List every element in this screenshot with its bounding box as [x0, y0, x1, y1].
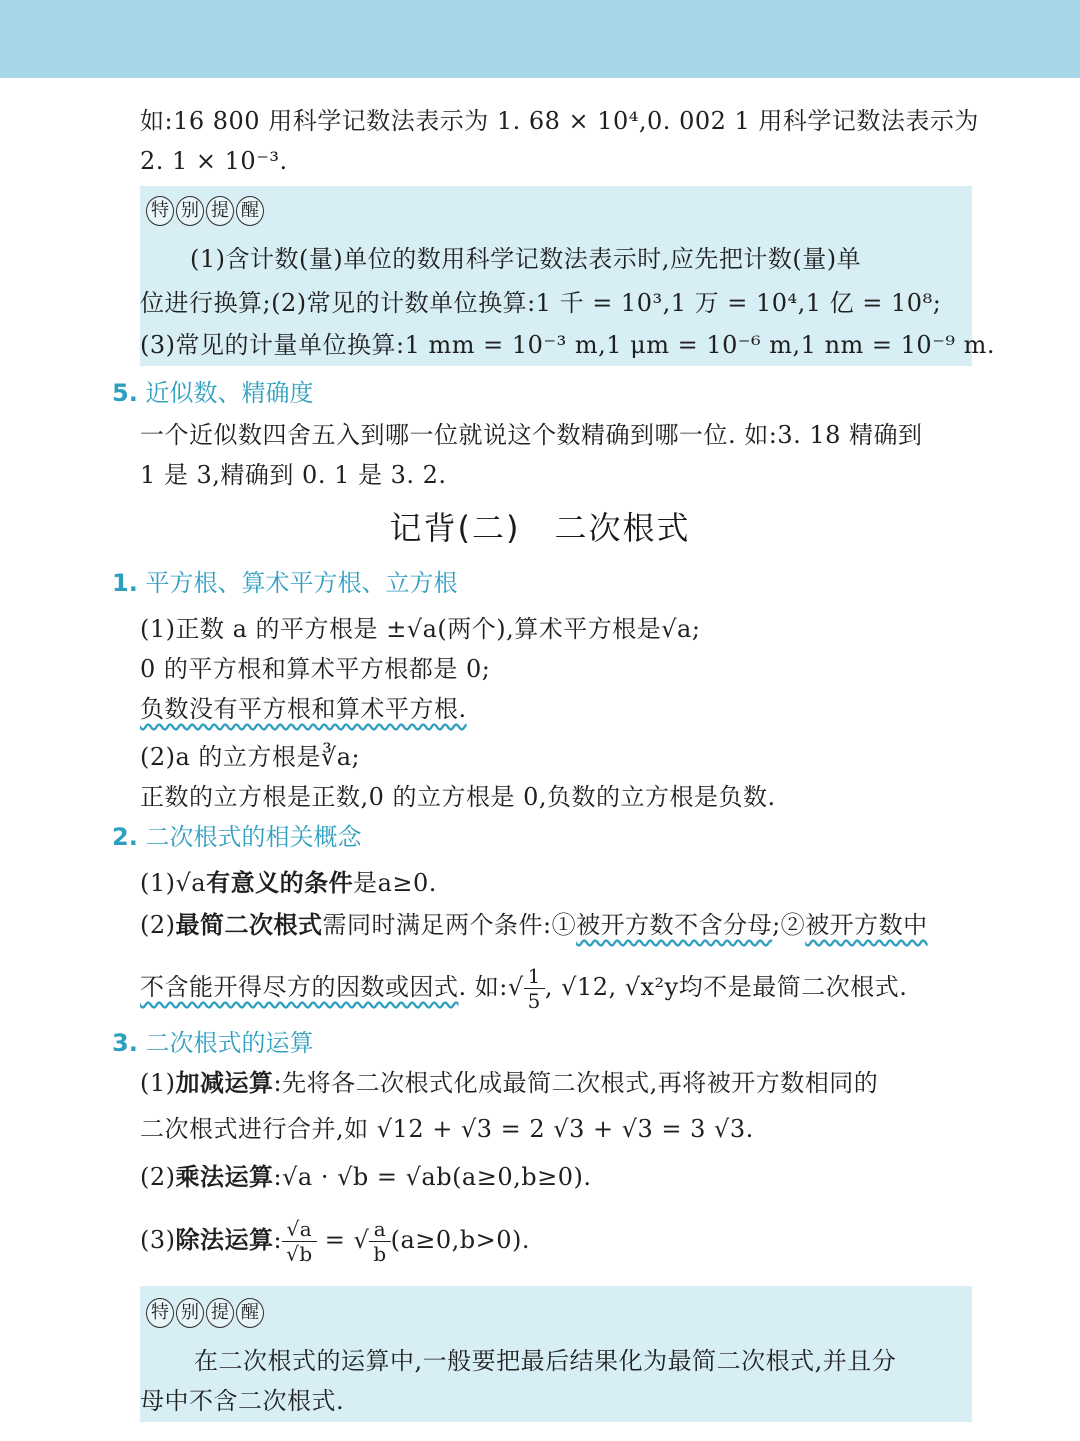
tip-badge-char: 特: [146, 1298, 174, 1328]
section-heading: [112, 566, 457, 600]
wavy-underlined-text: 被开方数中: [805, 911, 928, 939]
bold-term: 加减运算: [175, 1069, 274, 1097]
paragraph-line: [140, 1212, 530, 1268]
tip-line: 在二次根式的运算中,一般要把最后结果化为最简二次根式,并且分: [194, 1347, 897, 1375]
paragraph-line: 2. 1 × 10⁻³.: [140, 147, 288, 175]
wavy-underlined-text: 负数没有平方根和算术平方根.: [140, 695, 467, 723]
fraction-denominator: 5: [527, 989, 541, 1013]
paragraph-line: 如:16 800 用科学记数法表示为 1. 68 × 10⁴,0. 002 1 用科学记数法表示为: [140, 107, 979, 135]
text-span: = √: [316, 1226, 370, 1254]
fraction: [369, 1217, 390, 1266]
fraction: [524, 964, 545, 1013]
text-span: :√a · √b = √ab(a≥0,b≥0).: [273, 1163, 592, 1191]
fraction-numerator: 1: [524, 964, 545, 989]
paragraph-line: 一个近似数四舍五入到哪一位就说这个数精确到哪一位. 如:3. 18 精确到: [140, 421, 923, 449]
heading-number: 2.: [112, 823, 138, 851]
paragraph-line: [140, 866, 437, 900]
tip-line: 母中不含二次根式.: [140, 1387, 345, 1415]
text-span: (1)√a: [140, 869, 207, 897]
bold-term: 有意义的条件: [206, 869, 354, 897]
heading-number: 1.: [112, 569, 138, 597]
text-span: :先将各二次根式化成最简二次根式,再将被开方数相同的: [273, 1069, 879, 1097]
paragraph-line: [140, 908, 928, 942]
tip-line: (3)常见的计量单位换算:1 mm = 10⁻³ m,1 μm = 10⁻⁶ m,1 nm = 10⁻⁹ m.: [140, 331, 995, 359]
tip-badge: [146, 1298, 264, 1328]
paragraph-line: (2)a 的立方根是∛a;: [140, 743, 361, 771]
section-heading: [112, 376, 313, 410]
paragraph-line: 0 的平方根和算术平方根都是 0;: [140, 655, 491, 683]
tip-badge-char: 醒: [236, 1298, 264, 1328]
bold-term: 最简二次根式: [175, 911, 323, 939]
tip-badge-char: 特: [146, 196, 174, 226]
paragraph-line: [140, 1066, 878, 1100]
heading-title: 平方根、算术平方根、立方根: [145, 569, 458, 597]
fraction: [282, 1217, 317, 1266]
wavy-underlined-text: 不含能开得尽方的因数或因式: [140, 973, 459, 1001]
text-span: (3): [140, 1226, 176, 1254]
tip-line: (1)含计数(量)单位的数用科学记数法表示时,应先把计数(量)单: [190, 245, 862, 273]
heading-title: 二次根式的相关概念: [145, 823, 362, 851]
fraction-numerator: a: [369, 1217, 390, 1242]
heading-number: 5.: [112, 379, 138, 407]
heading-number: 3.: [112, 1029, 138, 1057]
fraction-denominator: b: [373, 1242, 387, 1266]
paragraph-line: [140, 692, 467, 726]
section-title: 记背(二) 二次根式: [389, 509, 691, 547]
fraction-numerator: √a: [282, 1217, 317, 1242]
bold-term: 乘法运算: [175, 1163, 274, 1191]
heading-title: 二次根式的运算: [145, 1029, 314, 1057]
paragraph-line: [140, 964, 907, 1013]
text-span: 需同时满足两个条件:①: [322, 911, 577, 939]
paragraph-line: 二次根式进行合并,如 √12 + √3 = 2 √3 + √3 = 3 √3.: [140, 1115, 754, 1143]
text-span: (1): [140, 1069, 176, 1097]
tip-badge-char: 提: [206, 196, 234, 226]
tip-badge-char: 别: [176, 196, 204, 226]
text-span: . 如:√: [458, 973, 524, 1001]
text-span: 是a≥0.: [353, 869, 437, 897]
paragraph-line: 正数的立方根是正数,0 的立方根是 0,负数的立方根是负数.: [140, 783, 776, 811]
fraction-denominator: √b: [286, 1242, 313, 1266]
paragraph-line: (1)正数 a 的平方根是 ±√a(两个),算术平方根是√a;: [140, 615, 701, 643]
paragraph-line: 1 是 3,精确到 0. 1 是 3. 2.: [140, 461, 447, 489]
text-span: :: [273, 1226, 283, 1254]
section-heading: [112, 1026, 313, 1060]
tip-badge-char: 醒: [236, 196, 264, 226]
text-span: (2): [140, 911, 176, 939]
text-span: , √12, √x²y均不是最简二次根式.: [544, 973, 908, 1001]
text-span: (2): [140, 1163, 176, 1191]
tip-line: 位进行换算;(2)常见的计数单位换算:1 千 = 10³,1 万 = 10⁴,1 亿 = 10⁸;: [140, 289, 942, 317]
text-span: (a≥0,b>0).: [390, 1226, 531, 1254]
wavy-underlined-text: 被开方数不含分母: [576, 911, 773, 939]
section-heading: [112, 820, 361, 854]
tip-badge-char: 提: [206, 1298, 234, 1328]
tip-badge-char: 别: [176, 1298, 204, 1328]
bold-term: 除法运算: [175, 1226, 274, 1254]
heading-title: 近似数、精确度: [145, 379, 314, 407]
text-span: ;②: [772, 911, 806, 939]
paragraph-line: [140, 1160, 591, 1194]
tip-badge: [146, 196, 264, 226]
